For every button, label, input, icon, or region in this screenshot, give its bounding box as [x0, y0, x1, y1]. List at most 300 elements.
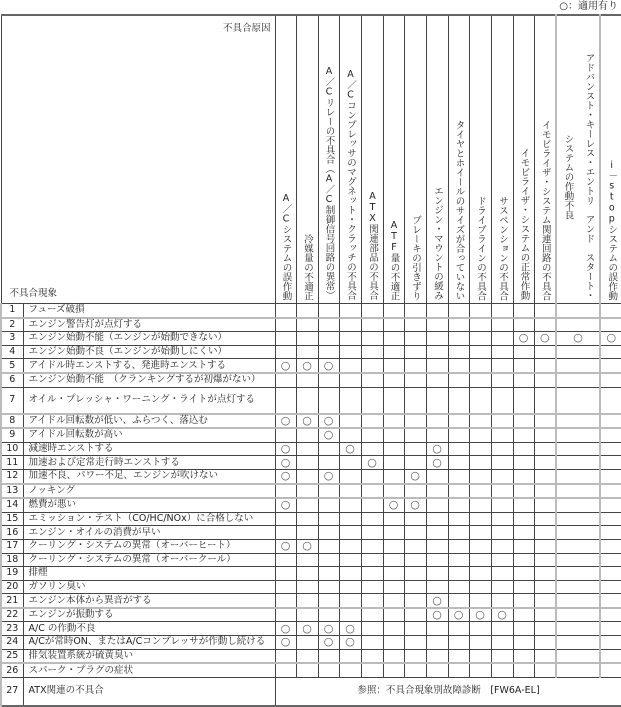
row-number: 26 — [1, 663, 23, 677]
empty-cell — [469, 539, 491, 553]
empty-cell — [491, 428, 513, 442]
empty-cell — [361, 387, 383, 414]
applicable-mark: ○ — [448, 608, 469, 622]
empty-cell — [426, 387, 448, 414]
empty-cell — [513, 539, 534, 553]
cause-label: タイヤとホイールのサイズが合っていない — [453, 119, 465, 300]
table-row — [1, 373, 621, 387]
empty-cell — [600, 498, 621, 512]
empty-cell — [469, 469, 491, 483]
empty-cell — [404, 304, 426, 318]
empty-cell — [513, 553, 534, 567]
row-number: 14 — [1, 498, 23, 512]
empty-cell — [404, 428, 426, 442]
empty-cell — [491, 636, 513, 650]
empty-cell — [275, 428, 296, 442]
empty-cell — [296, 580, 318, 594]
symptom-text: エンジン始動不能 （クランキングするが初爆がない） — [23, 373, 275, 387]
applicable-mark: ○ — [426, 442, 448, 456]
empty-cell — [426, 373, 448, 387]
cause-column-header — [339, 15, 361, 304]
empty-cell — [534, 526, 556, 540]
applicable-mark: ○ — [318, 428, 339, 442]
empty-cell — [491, 318, 513, 332]
applicable-mark: ○ — [426, 608, 448, 622]
empty-cell — [513, 512, 534, 526]
empty-cell — [600, 663, 621, 677]
empty-cell — [318, 594, 339, 608]
applicable-mark: ○ — [275, 636, 296, 650]
empty-cell — [469, 567, 491, 581]
empty-cell — [318, 512, 339, 526]
empty-cell — [339, 553, 361, 567]
empty-cell — [339, 345, 361, 359]
symptom-text: 燃費が悪い — [23, 498, 275, 512]
cause-column-header — [318, 15, 339, 304]
empty-cell — [339, 332, 361, 346]
empty-cell — [404, 332, 426, 346]
cause-column-header — [600, 15, 621, 304]
empty-cell — [448, 567, 469, 581]
empty-cell — [556, 663, 600, 677]
empty-cell — [534, 484, 556, 499]
empty-cell — [556, 636, 600, 650]
empty-cell — [404, 553, 426, 567]
empty-cell — [383, 442, 404, 456]
empty-cell — [404, 512, 426, 526]
empty-cell — [448, 553, 469, 567]
empty-cell — [491, 484, 513, 499]
empty-cell — [426, 567, 448, 581]
empty-cell — [600, 345, 621, 359]
empty-cell — [556, 428, 600, 442]
empty-cell — [426, 469, 448, 483]
empty-cell — [448, 345, 469, 359]
empty-cell — [339, 498, 361, 512]
empty-cell — [448, 387, 469, 414]
empty-cell — [469, 636, 491, 650]
applicable-mark: ○ — [383, 498, 404, 512]
empty-cell — [534, 304, 556, 318]
symptom-text: エミッション・テスト（CO/HC/NOx）に合格しない — [23, 512, 275, 526]
empty-cell — [600, 608, 621, 622]
empty-cell — [448, 373, 469, 387]
applicable-mark: ○ — [318, 469, 339, 483]
empty-cell — [361, 622, 383, 636]
cause-column-header — [296, 15, 318, 304]
empty-cell — [513, 304, 534, 318]
cause-column-header — [513, 15, 534, 304]
empty-cell — [383, 663, 404, 677]
symptom-text: A/C の作動不良 — [23, 622, 275, 636]
applicable-mark: ○ — [275, 456, 296, 470]
empty-cell — [534, 636, 556, 650]
empty-cell — [469, 649, 491, 663]
empty-cell — [491, 526, 513, 540]
empty-cell — [383, 636, 404, 650]
empty-cell — [448, 484, 469, 499]
cause-label: ATF量の不適正 — [388, 219, 400, 300]
cause-label: ブレーキの引きずり — [410, 214, 421, 300]
cause-column-header — [448, 15, 469, 304]
empty-cell — [556, 318, 600, 332]
row-number: 22 — [1, 608, 23, 622]
empty-cell — [448, 332, 469, 346]
empty-cell — [448, 304, 469, 318]
empty-cell — [556, 580, 600, 594]
row-number: 23 — [1, 622, 23, 636]
empty-cell — [426, 498, 448, 512]
empty-cell — [275, 567, 296, 581]
empty-cell — [275, 304, 296, 318]
symptom-text: 加速および定常走行時エンストする — [23, 456, 275, 470]
applicable-mark: ○ — [556, 332, 600, 346]
empty-cell — [361, 512, 383, 526]
empty-cell — [361, 428, 383, 442]
empty-cell — [339, 539, 361, 553]
empty-cell — [600, 580, 621, 594]
empty-cell — [361, 539, 383, 553]
empty-cell — [318, 345, 339, 359]
empty-cell — [426, 484, 448, 499]
empty-cell — [275, 484, 296, 499]
cause-label: A／Cシステムの誤作動 — [280, 192, 292, 300]
empty-cell — [534, 498, 556, 512]
empty-cell — [383, 456, 404, 470]
row-number: 11 — [1, 456, 23, 470]
empty-cell — [296, 332, 318, 346]
empty-cell — [534, 456, 556, 470]
symptom-text: ガソリン臭い — [23, 580, 275, 594]
applicable-mark: ○ — [275, 442, 296, 456]
empty-cell — [534, 345, 556, 359]
empty-cell — [469, 304, 491, 318]
empty-cell — [426, 359, 448, 373]
empty-cell — [383, 567, 404, 581]
empty-cell — [448, 456, 469, 470]
empty-cell — [469, 345, 491, 359]
empty-cell — [600, 304, 621, 318]
empty-cell — [600, 414, 621, 429]
applicable-mark: ○ — [318, 414, 339, 429]
row-number: 25 — [1, 649, 23, 663]
empty-cell — [383, 332, 404, 346]
empty-cell — [513, 359, 534, 373]
row-number: 18 — [1, 553, 23, 567]
empty-cell — [361, 608, 383, 622]
empty-cell — [318, 456, 339, 470]
empty-cell — [448, 663, 469, 677]
applicable-mark: ○ — [318, 636, 339, 650]
row-number: 15 — [1, 512, 23, 526]
empty-cell — [361, 498, 383, 512]
applicable-mark: ○ — [318, 359, 339, 373]
empty-cell — [296, 498, 318, 512]
empty-cell — [513, 636, 534, 650]
empty-cell — [556, 553, 600, 567]
symptom-text: オイル・プレッシャ・ワーニング・ライトが点灯する — [23, 387, 275, 414]
table-row — [1, 387, 621, 414]
empty-cell — [600, 456, 621, 470]
empty-cell — [556, 345, 600, 359]
empty-cell — [361, 345, 383, 359]
empty-cell — [491, 553, 513, 567]
table-row — [1, 512, 621, 526]
empty-cell — [426, 553, 448, 567]
empty-cell — [600, 373, 621, 387]
empty-cell — [361, 636, 383, 650]
cause-column-header — [534, 15, 556, 304]
empty-cell — [600, 318, 621, 332]
empty-cell — [600, 512, 621, 526]
row-number: 10 — [1, 442, 23, 456]
applicable-mark: ○ — [318, 622, 339, 636]
empty-cell — [469, 428, 491, 442]
empty-cell — [534, 469, 556, 483]
empty-cell — [383, 469, 404, 483]
empty-cell — [318, 373, 339, 387]
empty-cell — [383, 649, 404, 663]
empty-cell — [318, 442, 339, 456]
empty-cell — [556, 498, 600, 512]
empty-cell — [296, 318, 318, 332]
empty-cell — [275, 608, 296, 622]
empty-cell — [383, 387, 404, 414]
empty-cell — [426, 663, 448, 677]
empty-cell — [513, 594, 534, 608]
symptom-text: アイドル回転数が高い — [23, 428, 275, 442]
empty-cell — [318, 387, 339, 414]
empty-cell — [339, 414, 361, 429]
empty-cell — [361, 594, 383, 608]
empty-cell — [318, 304, 339, 318]
empty-cell — [600, 484, 621, 499]
symptom-text: フューズ破損 — [23, 304, 275, 318]
empty-cell — [556, 622, 600, 636]
empty-cell — [556, 649, 600, 663]
cause-column-header — [383, 15, 404, 304]
empty-cell — [556, 387, 600, 414]
empty-cell — [491, 512, 513, 526]
symptom-text: アイドル回転数が低い、ふらつく、落込む — [23, 414, 275, 429]
symptom-text: クーリング・システムの異常（オーバーヒート） — [23, 539, 275, 553]
empty-cell — [426, 428, 448, 442]
empty-cell — [600, 649, 621, 663]
empty-cell — [513, 414, 534, 429]
empty-cell — [448, 359, 469, 373]
empty-cell — [534, 414, 556, 429]
empty-cell — [534, 594, 556, 608]
table-row — [1, 608, 621, 622]
row-number: 19 — [1, 567, 23, 581]
applicable-mark: ○ — [275, 359, 296, 373]
cause-label: A／Cコンプレッサのマグネット・クラッチの不具合 — [345, 69, 356, 300]
empty-cell — [534, 512, 556, 526]
empty-cell — [383, 608, 404, 622]
empty-cell — [556, 456, 600, 470]
empty-cell — [513, 608, 534, 622]
empty-cell — [600, 636, 621, 650]
table-row — [1, 649, 621, 663]
empty-cell — [361, 649, 383, 663]
empty-cell — [600, 553, 621, 567]
empty-cell — [361, 359, 383, 373]
table-row — [1, 456, 621, 470]
cause-column-header — [469, 15, 491, 304]
empty-cell — [556, 359, 600, 373]
empty-cell — [318, 649, 339, 663]
empty-cell — [383, 526, 404, 540]
empty-cell — [275, 387, 296, 414]
empty-cell — [361, 553, 383, 567]
cause-label: i－stopシステムの誤作動 — [606, 159, 618, 300]
cause-label: イモビライザ・システムの正常作動 — [518, 148, 530, 300]
empty-cell — [404, 594, 426, 608]
empty-cell — [513, 442, 534, 456]
empty-cell — [448, 580, 469, 594]
empty-cell — [383, 580, 404, 594]
empty-cell — [383, 414, 404, 429]
empty-cell — [361, 663, 383, 677]
empty-cell — [339, 318, 361, 332]
symptom-label: 不具合現象 — [9, 288, 58, 299]
empty-cell — [469, 498, 491, 512]
applicable-mark: ○ — [361, 456, 383, 470]
table-row — [1, 442, 621, 456]
empty-cell — [404, 580, 426, 594]
empty-cell — [426, 636, 448, 650]
cause-label: ドライブラインの不具合 — [475, 195, 486, 300]
applicable-mark: ○ — [339, 622, 361, 636]
empty-cell — [600, 442, 621, 456]
empty-cell — [491, 304, 513, 318]
empty-cell — [534, 622, 556, 636]
empty-cell — [469, 387, 491, 414]
applicable-mark: ○ — [296, 539, 318, 553]
cause-column-header — [556, 15, 600, 304]
empty-cell — [534, 608, 556, 622]
empty-cell — [426, 622, 448, 636]
empty-cell — [296, 649, 318, 663]
empty-cell — [534, 580, 556, 594]
table-row — [1, 484, 621, 499]
table-row — [1, 332, 621, 346]
symptom-text: 減速時エンストする — [23, 442, 275, 456]
empty-cell — [426, 318, 448, 332]
empty-cell — [556, 414, 600, 429]
applicable-mark: ○ — [339, 636, 361, 650]
empty-cell — [491, 649, 513, 663]
empty-cell — [318, 318, 339, 332]
row-number: 8 — [1, 414, 23, 429]
table-row — [1, 622, 621, 636]
row-number: 13 — [1, 484, 23, 499]
empty-cell — [491, 594, 513, 608]
empty-cell — [383, 484, 404, 499]
empty-cell — [600, 567, 621, 581]
empty-cell — [469, 594, 491, 608]
symptom-text: A/Cが常時ON、またはA/Cコンプレッサが作動し続ける — [23, 636, 275, 650]
empty-cell — [426, 304, 448, 318]
empty-cell — [448, 649, 469, 663]
empty-cell — [404, 345, 426, 359]
empty-cell — [469, 332, 491, 346]
empty-cell — [296, 553, 318, 567]
empty-cell — [383, 304, 404, 318]
applicable-mark: ○ — [426, 594, 448, 608]
empty-cell — [600, 594, 621, 608]
empty-cell — [426, 580, 448, 594]
table-row — [1, 580, 621, 594]
table-row — [1, 359, 621, 373]
empty-cell — [448, 594, 469, 608]
empty-cell — [448, 414, 469, 429]
applicable-mark: ○ — [275, 414, 296, 429]
empty-cell — [275, 318, 296, 332]
empty-cell — [491, 359, 513, 373]
empty-cell — [600, 359, 621, 373]
empty-cell — [600, 387, 621, 414]
empty-cell — [296, 636, 318, 650]
cause-column-header — [361, 15, 383, 304]
empty-cell — [513, 663, 534, 677]
applicable-mark: ○ — [404, 498, 426, 512]
empty-cell — [275, 332, 296, 346]
empty-cell — [404, 622, 426, 636]
row-number: 4 — [1, 345, 23, 359]
empty-cell — [296, 608, 318, 622]
empty-cell — [534, 428, 556, 442]
empty-cell — [339, 526, 361, 540]
empty-cell — [491, 469, 513, 483]
empty-cell — [469, 622, 491, 636]
empty-cell — [339, 567, 361, 581]
empty-cell — [339, 594, 361, 608]
header-corner — [1, 15, 275, 304]
cause-label: エンジン・マウントの緩み — [432, 186, 443, 300]
applicable-mark: ○ — [275, 539, 296, 553]
symptom-text: エンジン警告灯が点灯する — [23, 318, 275, 332]
empty-cell — [448, 636, 469, 650]
empty-cell — [469, 580, 491, 594]
empty-cell — [361, 484, 383, 499]
empty-cell — [534, 663, 556, 677]
empty-cell — [600, 539, 621, 553]
empty-cell — [491, 387, 513, 414]
empty-cell — [339, 304, 361, 318]
empty-cell — [318, 526, 339, 540]
empty-cell — [318, 663, 339, 677]
empty-cell — [383, 359, 404, 373]
empty-cell — [404, 663, 426, 677]
empty-cell — [513, 469, 534, 483]
reference-note: 参照：不具合現象別故障診断 [FW6A-EL] — [275, 677, 621, 706]
empty-cell — [404, 373, 426, 387]
applicable-mark: ○ — [491, 608, 513, 622]
empty-cell — [513, 456, 534, 470]
empty-cell — [600, 428, 621, 442]
empty-cell — [448, 498, 469, 512]
table-row — [1, 428, 621, 442]
empty-cell — [404, 526, 426, 540]
empty-cell — [361, 567, 383, 581]
symptom-text: クーリング・システムの異常（オーバークール） — [23, 553, 275, 567]
header-row — [1, 15, 621, 304]
applicable-mark: ○ — [275, 469, 296, 483]
empty-cell — [426, 539, 448, 553]
empty-cell — [556, 484, 600, 499]
troubleshooting-table — [0, 14, 621, 707]
